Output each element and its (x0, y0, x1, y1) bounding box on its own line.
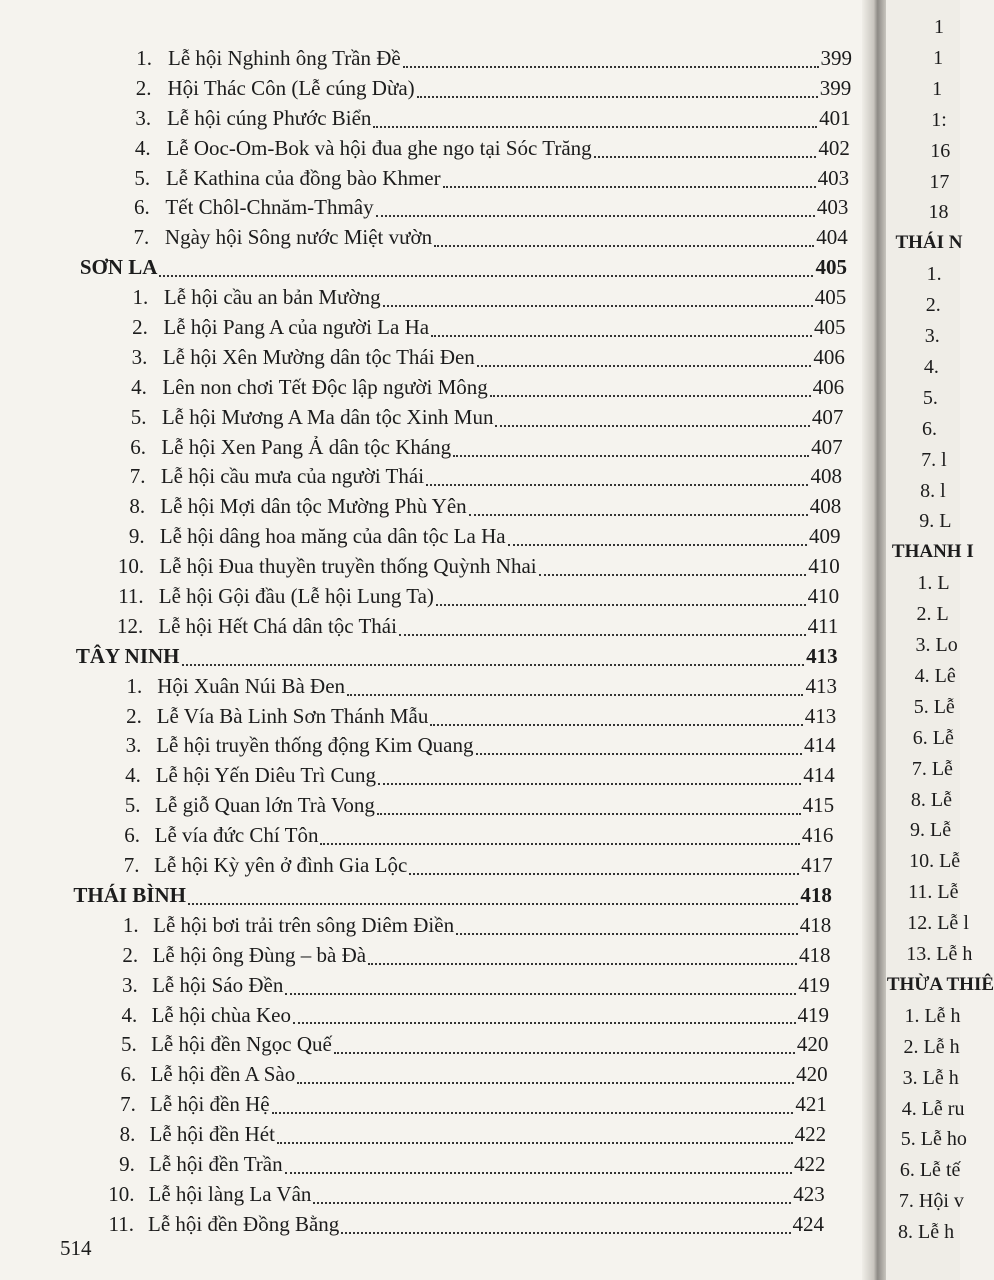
toc-entry-number: 8. (119, 1122, 136, 1147)
toc-entry (0, 672, 870, 702)
toc-entry-number: 5. (121, 1032, 137, 1057)
toc-entry-number: 6. (130, 434, 146, 459)
facing-page-entry-fragment: 2. L (916, 603, 949, 626)
dot-leader (347, 694, 803, 696)
toc-entry-title: Lễ hội chùa Keo (151, 1002, 291, 1027)
dot-leader (383, 305, 813, 307)
facing-page-entry-fragment: 4. Lễ ru (901, 1097, 965, 1120)
toc-entry-title: Lễ Ooc-Om-Bok và hội đua ghe ngo tại Sóc Trăng (166, 135, 592, 160)
facing-page-entry-fragment: 17 (929, 170, 950, 193)
toc-entry-page: 422 (794, 1122, 827, 1147)
toc-entry-number: 4. (125, 763, 141, 788)
right-page-edge (886, 0, 994, 1280)
dot-leader (293, 1022, 796, 1024)
toc-entry (0, 1150, 870, 1180)
toc-entry-page: 407 (811, 404, 844, 429)
dot-leader (403, 66, 819, 68)
toc-entry-title: Lễ hội Gội đầu (Lễ hội Lung Ta) (158, 584, 434, 609)
toc-entry-title: Lễ giỗ Quan lớn Trà Vong (155, 793, 375, 818)
toc-entry (0, 1060, 870, 1090)
toc-entry-number: 4. (131, 374, 147, 399)
toc-entry (0, 522, 870, 552)
facing-page-entry-fragment: 8. Lễ (910, 788, 953, 811)
dot-leader (378, 783, 801, 785)
toc-entry-page: 405 (814, 285, 847, 310)
facing-page-entry-fragment: 11. Lễ (908, 881, 959, 904)
dot-leader (594, 156, 817, 158)
toc-entry-title: Lễ hội đền Hệ (150, 1092, 270, 1117)
toc-entry (0, 433, 870, 463)
toc-section-heading (0, 881, 870, 911)
toc-entry-number: 9. (119, 1151, 135, 1176)
facing-page-entry-fragment: 10. Lễ (909, 850, 961, 873)
facing-page-entry-fragment: 1 (933, 46, 944, 69)
dot-leader (373, 126, 817, 128)
toc-entry-number: 1. (122, 912, 139, 937)
toc-entry-page: 413 (804, 703, 837, 728)
toc-entry-title: Lễ hội cúng Phước Biển (166, 105, 372, 130)
toc-entry-page: 414 (804, 733, 836, 758)
dot-leader (285, 1172, 792, 1174)
toc-entry-page: 420 (796, 1032, 829, 1057)
toc-entry-number: 3. (131, 344, 148, 369)
toc-entry-page: 409 (809, 524, 841, 549)
toc-entry-page: 423 (793, 1181, 825, 1206)
toc-entry-page: 408 (810, 464, 842, 489)
toc-entry-number: 5. (134, 165, 151, 190)
dot-leader (495, 425, 809, 427)
facing-page-entry-fragment: 3. Lo (915, 634, 958, 656)
dot-leader (188, 903, 798, 905)
dot-leader (430, 724, 802, 726)
toc-entry-title: Ngày hội Sông nước Miệt vườn (164, 225, 433, 250)
facing-page-entry-fragment: 6. (922, 417, 937, 440)
toc-entry (0, 134, 870, 164)
facing-page-entry-fragment: 6. Lễ tế (899, 1159, 961, 1182)
toc-entry-page: 406 (812, 374, 845, 399)
toc-entry-title: Lễ hội đền Ngọc Quế (151, 1032, 332, 1057)
facing-page-section-fragment: THANH I (891, 541, 974, 563)
section-title: THÁI BÌNH (73, 882, 186, 907)
toc-entry-title: Lễ hội Mợi dân tộc Mường Phù Yên (160, 494, 467, 519)
toc-entry-title: Lễ hội Kỳ yên ở đình Gia Lộc (154, 853, 408, 878)
toc-entry-title: Lễ hội ông Đùng – bà Đà (152, 942, 367, 967)
toc-entry-title: Lễ hội đền Trần (149, 1151, 283, 1176)
toc-entry-title: Hội Thác Côn (Lễ cúng Dừa) (167, 75, 415, 100)
dot-leader (431, 335, 812, 337)
facing-page-entry-fragment: 8. l (920, 479, 946, 502)
dot-leader (508, 544, 807, 546)
toc-entry-page: 403 (817, 165, 850, 190)
toc-entry-title: Lễ hội Hết Chá dân tộc Thái (158, 613, 397, 638)
toc-entry (0, 941, 870, 971)
toc-entry-title: Lễ Vía Bà Linh Sơn Thánh Mẫu (156, 703, 429, 728)
dot-leader (434, 245, 814, 247)
toc-entry (0, 911, 870, 941)
toc-entry-number: 8. (129, 494, 146, 519)
dot-leader (436, 604, 806, 606)
toc-entry-title: Lễ hội Yến Diêu Trì Cung (155, 763, 376, 788)
dot-leader (417, 96, 818, 98)
dot-leader (320, 843, 799, 845)
facing-page-entry-fragment: 8. Lễ h (898, 1221, 955, 1244)
facing-page-entry-fragment: 1 (934, 16, 944, 38)
dot-leader (476, 753, 803, 755)
toc-entry (0, 971, 870, 1001)
toc-entry-page: 413 (806, 643, 838, 668)
facing-page-section-fragment: THÁI N (895, 232, 963, 254)
facing-page-entry-fragment: 18 (928, 201, 949, 224)
toc-entry (0, 223, 870, 253)
toc-entry-title: Lễ hội cầu an bản Mường (163, 285, 381, 310)
dot-leader (341, 1232, 790, 1234)
facing-page-section-fragment: THỪA THIÊ (886, 973, 994, 995)
toc-entry-page: 403 (816, 195, 849, 220)
dot-leader (368, 963, 797, 965)
toc-entry-title: Lễ hội Pang A của người La Ha (163, 315, 430, 340)
toc-entry-number: 4. (134, 135, 151, 160)
toc-entry (0, 74, 870, 104)
toc-entry-page: 399 (819, 75, 852, 100)
toc-entry (0, 164, 870, 194)
facing-page-entry-fragment: 9. L (919, 510, 952, 533)
dot-leader (182, 664, 805, 666)
toc-entry (0, 343, 870, 373)
toc-entry-page: 418 (798, 942, 831, 967)
toc-entry-page: 418 (799, 912, 832, 937)
toc-entry (0, 1210, 870, 1240)
toc-entry-page: 406 (813, 344, 845, 369)
toc-entry-page: 401 (819, 105, 851, 130)
toc-entry-page: 419 (797, 1002, 830, 1027)
toc-entry-page: 402 (818, 135, 850, 160)
toc-entry-number: 3. (121, 972, 138, 997)
dot-leader (334, 1052, 795, 1054)
toc-entry-page: 419 (798, 972, 830, 997)
dot-leader (277, 1142, 793, 1144)
toc-entry-title: Lễ hội làng La Vân (148, 1181, 312, 1206)
dot-leader (477, 365, 812, 367)
facing-page-entry-fragment: 1. L (917, 572, 950, 595)
toc-entry (0, 462, 870, 492)
toc-entry (0, 403, 870, 433)
toc-entry (0, 313, 870, 343)
toc-entry-number: 10. (117, 554, 145, 579)
dot-leader (443, 186, 816, 188)
dot-leader (399, 634, 806, 636)
facing-page-entry-fragment: 5. Lễ (913, 695, 955, 718)
toc-entry-title: Lễ hội dâng hoa măng của dân tộc La Ha (159, 524, 506, 549)
toc-entry-page: 399 (820, 46, 852, 70)
toc-entry-number: 5. (124, 793, 141, 818)
toc-entry-page: 422 (793, 1151, 826, 1176)
dot-leader (377, 813, 801, 815)
toc-entry (0, 104, 870, 134)
toc-entry (0, 791, 870, 821)
toc-entry (0, 283, 870, 313)
toc-entry-number: 5. (130, 404, 147, 429)
facing-page-entry-fragment: 16 (930, 139, 951, 162)
toc-entry-title: Lễ Kathina của đồng bào Khmer (165, 165, 441, 190)
toc-entry (0, 821, 870, 851)
toc-entry-title: Lễ hội Xen Pang Ả dân tộc Kháng (161, 434, 452, 459)
dot-leader (539, 574, 807, 576)
toc-entry-number: 6. (124, 823, 140, 848)
dot-leader (426, 484, 808, 486)
facing-page-entry-fragment: 6. Lễ (912, 726, 954, 749)
toc-entry-number: 3. (135, 105, 152, 130)
toc-entry (0, 1120, 870, 1150)
toc-entry (0, 582, 870, 612)
toc-entry-title: Lễ hội cầu mưa của người Thái (160, 464, 425, 489)
dot-leader (285, 993, 796, 995)
book-gutter (862, 0, 888, 1280)
toc-entry-page: 405 (815, 255, 847, 280)
toc-entry-number: 7. (129, 464, 146, 489)
dot-leader (490, 395, 811, 397)
toc-entry (0, 44, 870, 74)
toc-entry-title: Lễ hội đền A Sào (150, 1062, 296, 1087)
table-of-contents (0, 44, 870, 1240)
toc-entry-title: Lễ hội truyền thống động Kim Quang (156, 733, 474, 758)
toc-entry-number: 7. (120, 1092, 136, 1117)
toc-entry-title: Lễ hội bơi trải trên sông Diêm Điền (153, 912, 455, 937)
toc-entry-number: 2. (126, 703, 142, 728)
facing-page-entry-fragment: 9. Lễ (910, 819, 952, 842)
toc-entry-page: 408 (809, 494, 842, 519)
page-number: 514 (60, 1236, 92, 1260)
toc-entry (0, 552, 870, 582)
toc-entry-page: 407 (811, 434, 843, 459)
facing-page-entry-fragment: 7. Hội v (898, 1190, 964, 1213)
facing-page-entry-fragment: 5. (922, 386, 938, 409)
toc-entry (0, 193, 870, 223)
toc-entry (0, 373, 870, 403)
toc-entry-title: Lễ hội Sáo Đền (152, 972, 284, 997)
facing-page-entry-fragment: 3. (924, 325, 940, 347)
toc-entry-page: 421 (795, 1092, 827, 1117)
toc-entry-number: 10. (108, 1181, 135, 1206)
toc-entry-page: 414 (803, 763, 835, 788)
dot-leader (456, 933, 798, 935)
toc-entry-page: 410 (807, 584, 840, 609)
facing-page-entry-fragment: 7. Lễ (911, 757, 953, 780)
toc-entry-number: 6. (133, 195, 150, 220)
toc-entry (0, 1090, 870, 1120)
toc-entry-number: 7. (133, 225, 150, 250)
toc-entry (0, 702, 870, 732)
toc-entry (0, 851, 870, 881)
section-title: TÂY NINH (75, 643, 180, 668)
toc-entry (0, 731, 870, 761)
toc-entry-page: 413 (805, 673, 837, 698)
dot-leader (313, 1202, 791, 1204)
toc-entry-page: 420 (796, 1062, 828, 1087)
facing-page-entry-fragment: 4. (923, 355, 939, 378)
toc-entry-title: Lễ hội Nghinh ông Trần Đề (168, 46, 401, 70)
toc-entry-page: 404 (816, 225, 848, 250)
toc-entry-number: 12. (116, 613, 144, 638)
dot-leader (453, 455, 809, 457)
facing-page-entry-fragment: 13. Lễ h (906, 943, 973, 965)
dot-leader (469, 514, 808, 516)
toc-entry (0, 1030, 870, 1060)
facing-page-entry-fragment: 3. Lễ h (902, 1066, 959, 1089)
facing-page-entry-fragment: 2. (925, 294, 941, 317)
toc-entry-page: 410 (808, 554, 840, 579)
facing-page-entry-fragment: 2. Lễ h (903, 1035, 960, 1058)
facing-page-entry-fragment: 5. Lễ ho (900, 1128, 967, 1151)
facing-page-entry-fragment: 1. (926, 263, 942, 286)
toc-section-heading (0, 253, 870, 283)
dot-leader (159, 275, 813, 277)
facing-page-entry-fragment: 1: (931, 108, 947, 131)
toc-entry-title: Lễ hội Đua thuyền truyền thống Quỳnh Nhai (159, 554, 537, 579)
toc-entry-number: 11. (108, 1211, 134, 1236)
toc-section-heading (0, 642, 870, 672)
toc-entry-number: 7. (123, 853, 140, 878)
facing-page-entry-fragment: 1 (932, 77, 943, 100)
toc-entry-number: 1. (132, 285, 149, 310)
toc-entry (0, 492, 870, 522)
toc-entry-page: 416 (801, 823, 834, 848)
dot-leader (409, 873, 799, 875)
toc-entry (0, 761, 870, 791)
toc-entry-number: 11. (118, 584, 144, 609)
toc-entry-page: 418 (800, 882, 832, 907)
toc-entry-title: Lễ hội đền Hét (149, 1122, 275, 1147)
toc-entry-title: Lên non chơi Tết Độc lập người Mông (162, 374, 488, 399)
facing-page-entry-fragment: 12. Lễ l (907, 912, 969, 935)
toc-entry-number: 2. (122, 942, 139, 967)
toc-entry-number: 3. (125, 733, 142, 758)
toc-entry (0, 612, 870, 642)
toc-entry-title: Tết Chôl-Chnăm-Thmây (165, 195, 374, 220)
toc-entry-number: 1. (126, 673, 143, 698)
toc-entry-number: 6. (120, 1062, 137, 1087)
toc-entry-title: Lễ hội Mương A Ma dân tộc Xinh Mun (161, 404, 494, 429)
toc-entry-number: 2. (135, 75, 152, 100)
toc-entry-page: 417 (801, 853, 833, 878)
toc-entry-title: Lễ hội Xên Mường dân tộc Thái Đen (162, 344, 475, 369)
toc-entry (0, 1180, 870, 1210)
facing-page-entry-fragment: 1. Lễ h (904, 1004, 961, 1027)
facing-page-entry-fragment: 7. l (921, 448, 947, 471)
toc-entry-page: 405 (814, 315, 846, 340)
dot-leader (376, 215, 815, 217)
toc-entry-number: 2. (132, 315, 148, 340)
toc-entry-number: 1. (136, 46, 152, 70)
toc-entry (0, 1001, 870, 1031)
toc-entry-title: Hội Xuân Núi Bà Đen (157, 673, 346, 698)
facing-page-entry-fragment: 4. Lê (914, 664, 956, 687)
dot-leader (297, 1082, 794, 1084)
toc-entry-number: 4. (121, 1002, 138, 1027)
dot-leader (272, 1112, 794, 1114)
toc-entry-page: 415 (802, 793, 835, 818)
section-title: SƠN LA (79, 255, 158, 280)
toc-entry-title: Lễ vía đức Chí Tôn (154, 823, 319, 848)
toc-entry-title: Lễ hội đền Đồng Bằng (148, 1211, 340, 1236)
toc-entry-number: 9. (128, 524, 145, 549)
toc-entry-page: 411 (807, 613, 839, 638)
toc-entry-page: 424 (792, 1211, 824, 1236)
